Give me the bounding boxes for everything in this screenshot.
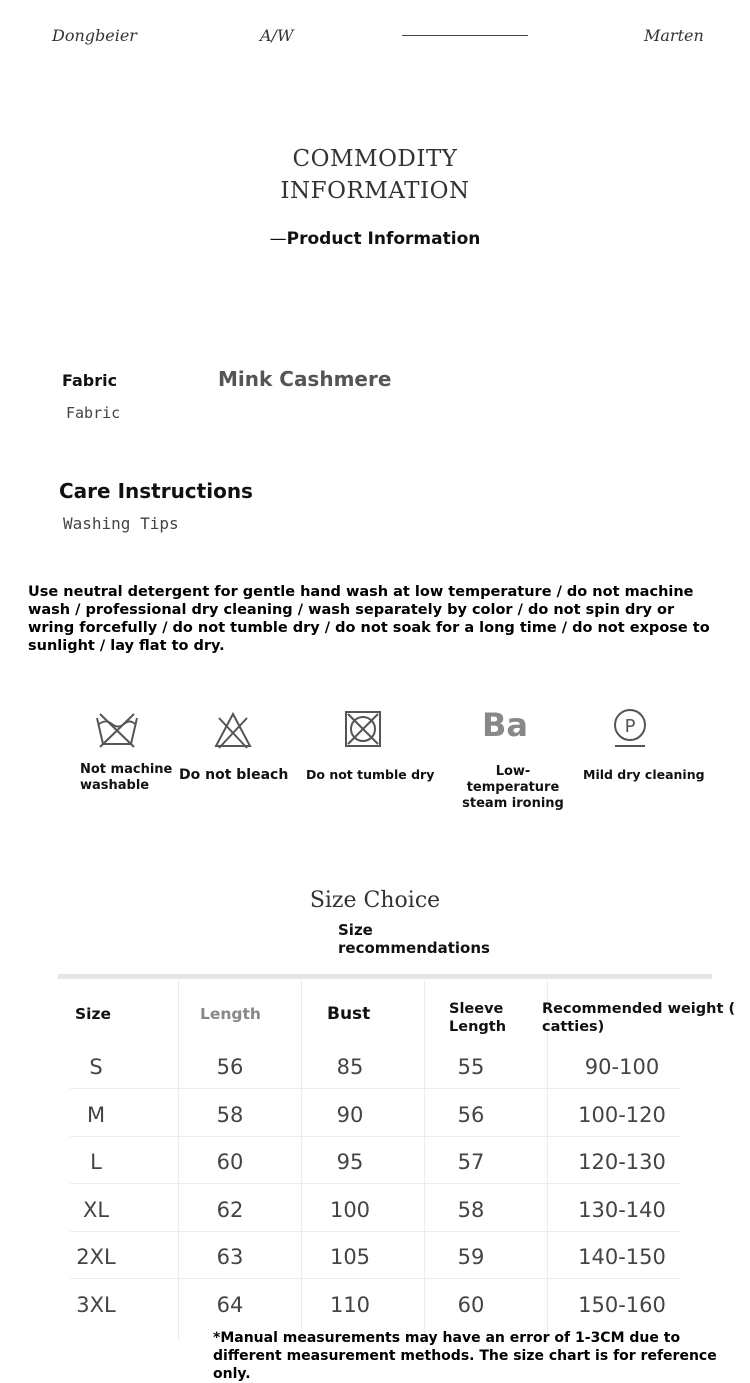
fabric-value: Mink Cashmere (218, 367, 392, 391)
cell-length: 60 (216, 1150, 244, 1174)
row-divider (70, 1278, 680, 1279)
cell-size: XL (82, 1198, 110, 1222)
size-rec-line: Size (338, 921, 373, 939)
col-header-bust: Bust (327, 1004, 371, 1024)
subheading-dash: — (269, 229, 287, 249)
column-divider (301, 980, 302, 1340)
season-label: A/W (260, 26, 294, 45)
care-instructions-text: Use neutral detergent for gentle hand wash at low temperature / do not machine wash / professional dry cleaning / wash separately by color / do not spin dry or wring forcefully / do not tumble dry / do not soak for a long time / do not expose to sunlight / lay flat to dry. (28, 584, 710, 654)
dry-clean-icon (612, 708, 648, 752)
cell-weight: 150-160 (578, 1293, 666, 1317)
cell-weight: 90-100 (584, 1055, 660, 1079)
cell-size: 2XL (76, 1245, 116, 1269)
cell-weight: 100-120 (578, 1103, 666, 1127)
dry-clean-glyph: P (624, 716, 636, 737)
cell-sleeve: 55 (457, 1055, 485, 1079)
no-machine-wash-icon (94, 710, 140, 754)
fabric-sublabel: Fabric (66, 404, 121, 422)
row-divider (70, 1088, 680, 1089)
col-header-line: catties) (542, 1019, 605, 1035)
cell-bust: 100 (329, 1198, 371, 1222)
no-bleach-icon (213, 710, 253, 754)
cell-length: 63 (216, 1245, 244, 1269)
cell-bust: 105 (329, 1245, 371, 1269)
care-label-dry-clean: Mild dry cleaning (583, 767, 705, 782)
care-subheading: Washing Tips (63, 514, 179, 533)
cell-bust: 95 (336, 1150, 364, 1174)
row-divider (70, 1183, 680, 1184)
cell-weight: 140-150 (578, 1245, 666, 1269)
care-label-line: Not machine (80, 762, 173, 777)
cell-length: 58 (216, 1103, 244, 1127)
care-heading: Care Instructions (59, 479, 253, 503)
column-divider (424, 980, 425, 1340)
cell-weight: 120-130 (578, 1150, 666, 1174)
product-name: Marten (644, 26, 704, 45)
care-label-ironing (450, 764, 576, 812)
col-header-line: Length (449, 1019, 507, 1035)
no-tumble-dry-icon (343, 709, 383, 753)
care-label-no-tumble-dry: Do not tumble dry (306, 767, 435, 782)
cell-length: 56 (216, 1055, 244, 1079)
table-top-border (58, 974, 712, 979)
section-subheading (0, 229, 750, 249)
cell-bust: 90 (336, 1103, 364, 1127)
col-header-line: Recommended weight ( (542, 1001, 736, 1017)
care-label-line: washable (80, 778, 150, 793)
col-header-line: Sleeve (449, 1001, 504, 1017)
page-title-line1: COMMODITY (292, 146, 458, 172)
column-divider (178, 980, 179, 1340)
subheading-text: Product Information (286, 229, 481, 249)
care-label-line: Low-temperature (466, 764, 560, 795)
cell-length: 62 (216, 1198, 244, 1222)
size-rec-line: recommendations (338, 939, 490, 957)
cell-size: M (86, 1103, 106, 1127)
cell-length: 64 (216, 1293, 244, 1317)
cell-bust: 110 (329, 1293, 371, 1317)
cell-sleeve: 60 (457, 1293, 485, 1317)
col-header-weight (542, 1000, 735, 1036)
cell-size: S (89, 1055, 103, 1079)
cell-size: 3XL (76, 1293, 116, 1317)
col-header-size: Size (75, 1005, 112, 1023)
care-label-no-bleach: Do not bleach (179, 767, 289, 783)
size-recommendations (338, 921, 490, 957)
iron-icon: Ba (482, 706, 528, 744)
fabric-label: Fabric (62, 371, 118, 390)
cell-bust: 85 (336, 1055, 364, 1079)
cell-sleeve: 58 (457, 1198, 485, 1222)
brand-name: Dongbeier (52, 26, 137, 45)
cell-size: L (90, 1150, 102, 1174)
col-header-sleeve (449, 1000, 506, 1036)
row-divider (70, 1231, 680, 1232)
care-label-no-machine-wash (80, 762, 172, 794)
cell-sleeve: 56 (457, 1103, 485, 1127)
row-divider (70, 1136, 680, 1137)
cell-sleeve: 57 (457, 1150, 485, 1174)
page-title-line2: INFORMATION (280, 178, 470, 204)
cell-sleeve: 59 (457, 1245, 485, 1269)
size-title: Size Choice (309, 888, 441, 913)
header-divider (402, 35, 528, 36)
care-label-line: steam ironing (462, 796, 564, 811)
size-note: *Manual measurements may have an error of 1-3CM due to different measurement methods. The size chart is for reference only. (213, 1330, 717, 1382)
cell-weight: 130-140 (578, 1198, 666, 1222)
col-header-length: Length (200, 1005, 261, 1023)
